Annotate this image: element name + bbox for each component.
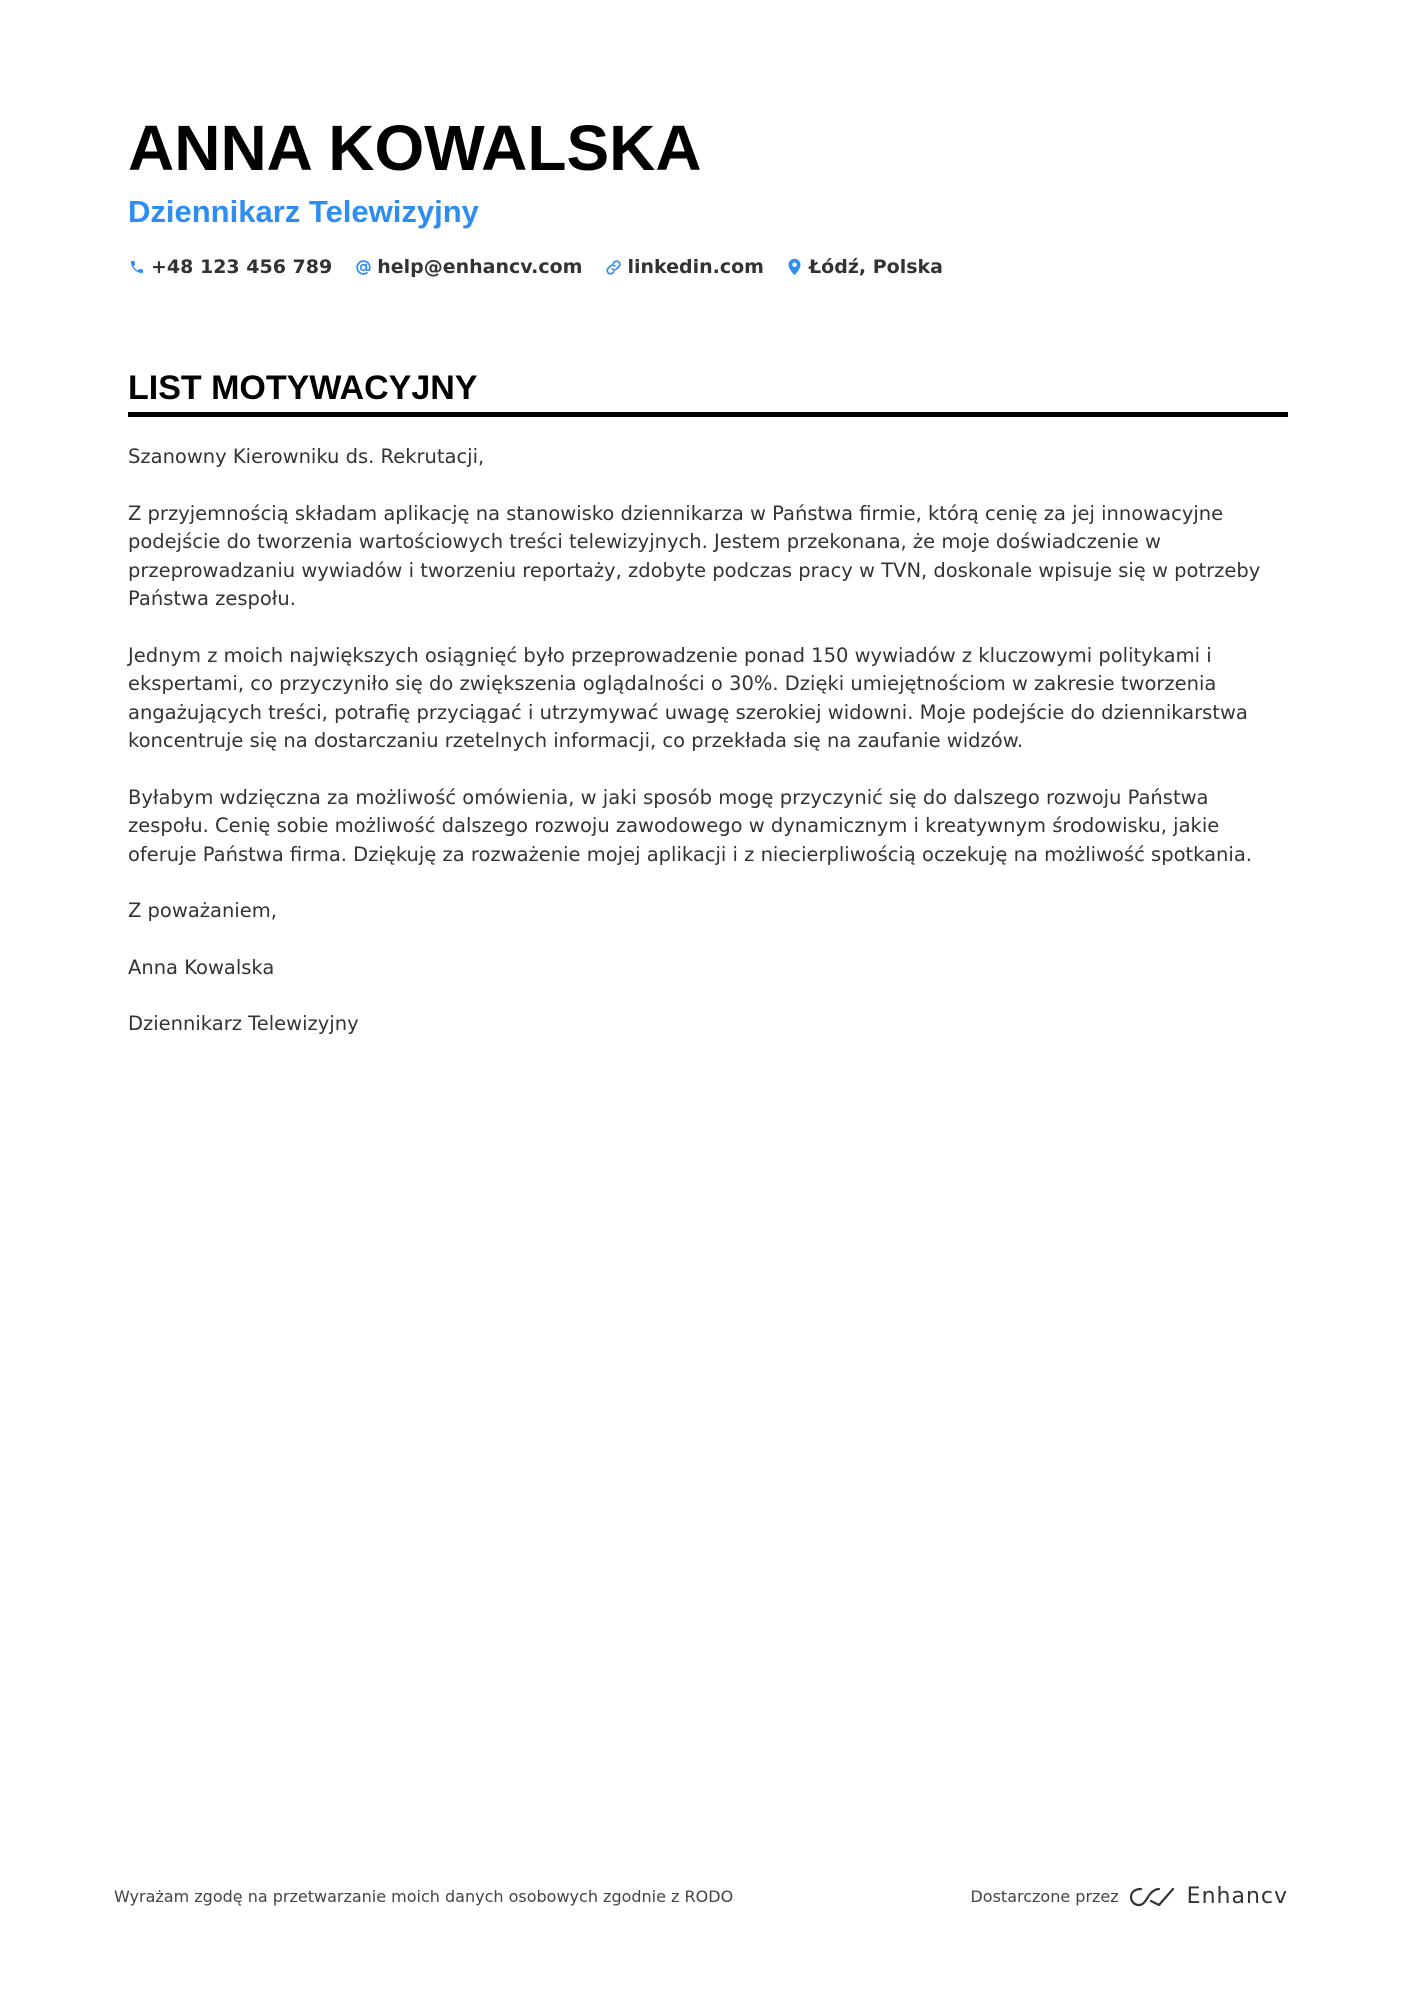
contact-email-text[interactable]: help@enhancv.com: [377, 256, 583, 278]
enhancv-logo-icon: [1129, 1885, 1175, 1909]
letter-greeting: Szanowny Kierowniku ds. Rekrutacji,: [128, 445, 485, 468]
gdpr-consent: Wyrażam zgodę na przetwarzanie moich danych osobowych zgodnie z RODO: [114, 1887, 734, 1906]
contact-location-text: Łódź, Polska: [808, 256, 943, 278]
contact-phone-text: +48 123 456 789: [151, 256, 333, 278]
brand-name[interactable]: Enhancv: [1186, 1884, 1288, 1909]
phone-icon: [128, 258, 146, 276]
provided-by[interactable]: [970, 1884, 1288, 1909]
letter-closing: Z poważaniem,: [128, 899, 277, 922]
section-title: LIST MOTYWACYJNY: [128, 366, 1288, 417]
applicant-name: ANNA KOWALSKA: [128, 112, 702, 184]
letter-paragraph: Byłabym wdzięczna za możliwość omówienia, w jaki sposób mogę przyczynić się do dalszego rozwoju Państwa zespołu. Cenię sobie możliwość dalszego rozwoju zawodowego w dynamicznym i kreatywnym środowisku, jakie oferuje Państwa firma. Dziękuję za rozważenie mojej aplikacji i z niecierpliwością oczekuję na możliwość spotkania.: [128, 785, 1252, 866]
contact-list: [128, 256, 1288, 278]
cover-letter-section: [128, 366, 1288, 1067]
header: [128, 110, 1288, 278]
contact-phone: [128, 256, 332, 278]
job-title: Dziennikarz Telewizyjny: [128, 194, 479, 229]
contact-linkedin-text[interactable]: linkedin.com: [627, 256, 764, 278]
signature-name: Anna Kowalska: [128, 955, 275, 979]
contact-location: [786, 256, 943, 278]
link-icon: [604, 258, 622, 276]
letter-body: [128, 443, 1288, 1039]
contact-email[interactable]: [354, 256, 582, 278]
letter-paragraph: Jednym z moich największych osiągnięć było przeprowadzenie ponad 150 wywiadów z kluczowymi politykami i ekspertami, co przyczyniło się do zwiększenia oglądalności o 30%. Dzięki umiejętnościom w zakresie tworzenia angażujących treści, potrafię przyciągać i utrzymywać uwagę szerokiej widowni. Moje podejście do dziennikarstwa koncentruje się na dostarczaniu rzetelnych informacji, co przekłada się na zaufanie widzów.: [128, 643, 1248, 752]
at-icon: [354, 258, 372, 276]
signature-title: Dziennikarz Telewizyjny: [128, 1012, 359, 1035]
provided-by-label: Dostarczone przez: [970, 1887, 1119, 1906]
footer: [114, 1884, 1288, 1909]
contact-linkedin[interactable]: [604, 256, 764, 278]
letter-paragraph: Z przyjemnością składam aplikację na stanowisko dziennikarza w Państwa firmie, którą cenię za jej innowacyjne podejście do tworzenia wartościowych treści telewizyjnych. Jestem przekonana, że moje doświadczenie w przeprowadzaniu wywiadów i tworzeniu reportaży, zdobyte podczas pracy w TVN, doskonale wpisuje się w potrzeby Państwa zespołu.: [128, 501, 1261, 610]
location-pin-icon: [786, 258, 804, 276]
